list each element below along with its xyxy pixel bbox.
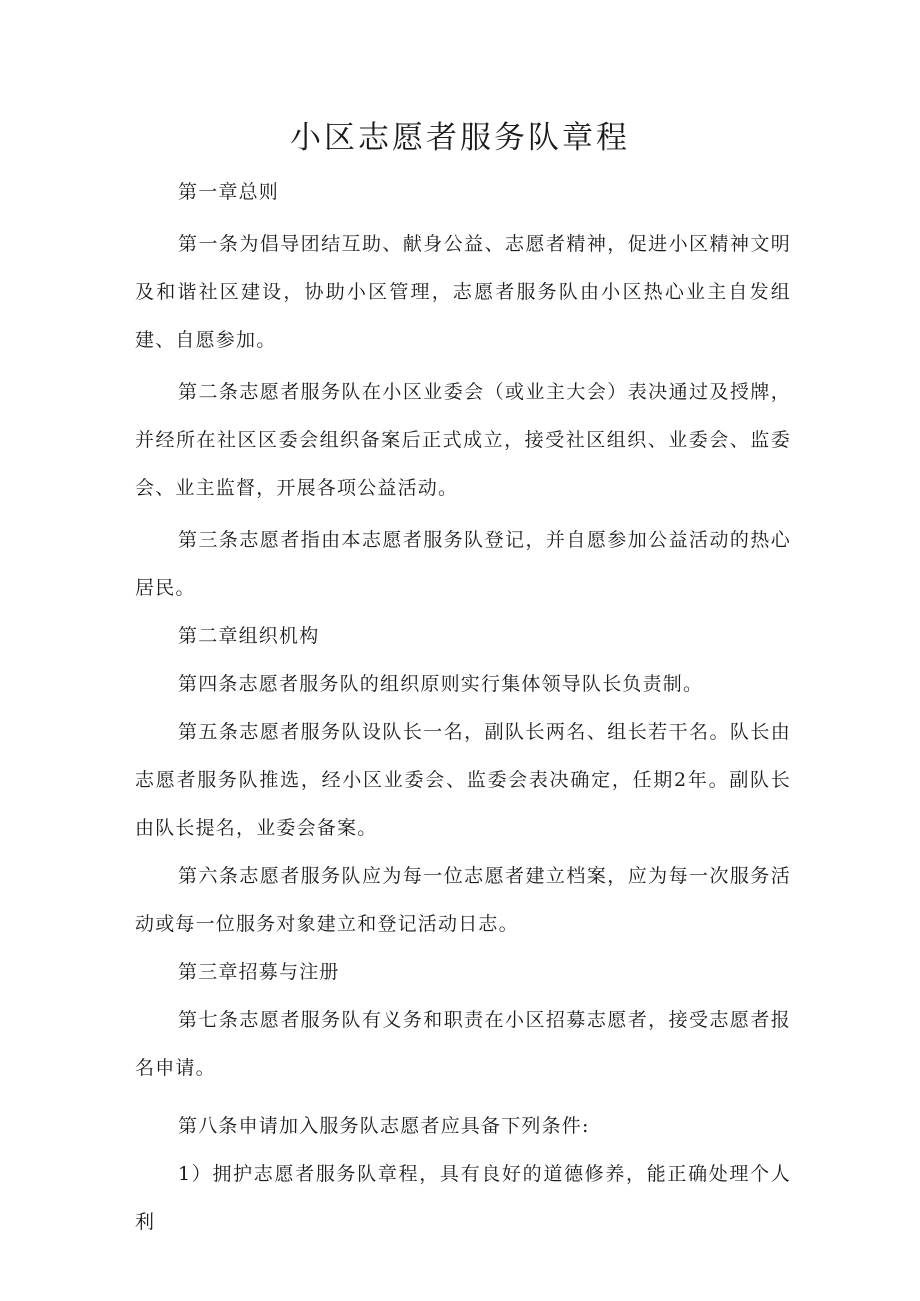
article-8: 第八条申请加入服务队志愿者应具备下列条件: bbox=[178, 1115, 590, 1137]
article-3: 第三条志愿者指由本志愿者服务队登记，并自愿参加公益活动的热心居民。 bbox=[135, 529, 791, 599]
chapter-heading-1: 第一章总则 bbox=[178, 181, 280, 203]
article-5: 第五条志愿者服务队设队长一名，副队长两名、组长若干名。队长由志愿者服务队推选，经小区业委会、监委会表决确定，任期2年。副队长由队长提名，业委会备案。 bbox=[135, 721, 791, 839]
article-6: 第六条志愿者服务队应为每一位志愿者建立档案，应为每一次服务活动或每一位服务对象建立和登记活动日志。 bbox=[135, 865, 791, 935]
document-title: 小区志愿者服务队章程 bbox=[290, 120, 630, 156]
chapter-heading-2: 第二章组织机构 bbox=[178, 625, 320, 647]
article-4: 第四条志愿者服务队的组织原则实行集体领导队长负责制。 bbox=[178, 673, 704, 695]
article-8-item-1: 1）拥护志愿者服务队章程，具有良好的道德修养，能正确处理个人利 bbox=[135, 1163, 791, 1233]
article-2: 第二条志愿者服务队在小区业委会（或业主大会）表决通过及授牌，并经所在社区区委会组织备案后正式成立，接受社区组织、业委会、监委会、业主监督，开展各项公益活动。 bbox=[135, 381, 791, 499]
article-7: 第七条志愿者服务队有义务和职责在小区招募志愿者，接受志愿者报名申请。 bbox=[135, 1009, 791, 1079]
document-body bbox=[135, 168, 791, 1246]
article-1: 第一条为倡导团结互助、献身公益、志愿者精神，促进小区精神文明及和谐社区建设，协助小区管理，志愿者服务队由小区热心业主自发组建、自愿参加。 bbox=[135, 233, 791, 351]
chapter-heading-3: 第三章招募与注册 bbox=[178, 961, 340, 983]
